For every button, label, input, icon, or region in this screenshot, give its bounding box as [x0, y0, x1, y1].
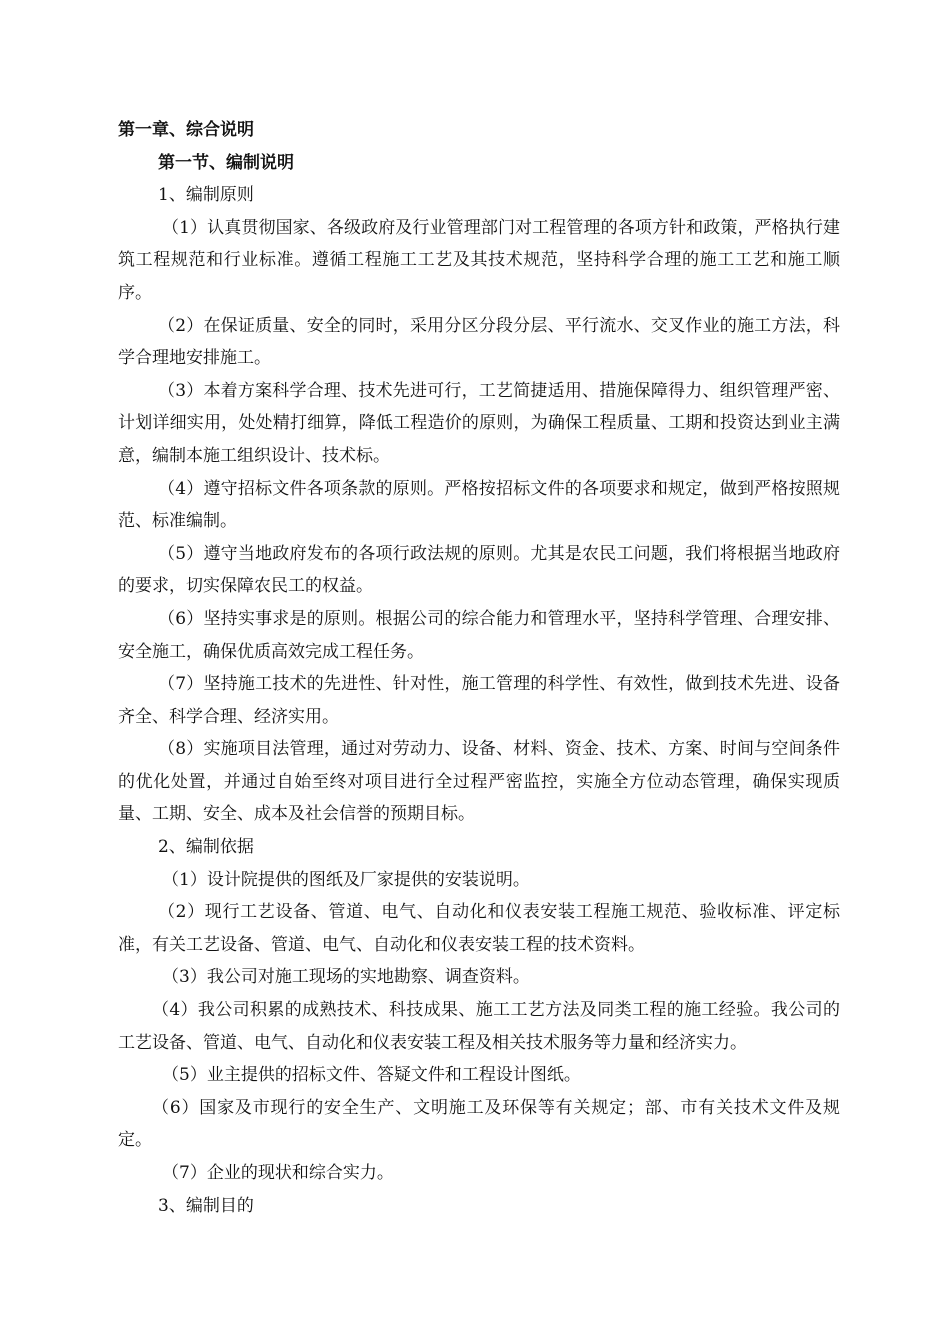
- principle-paragraph: （8）实施项目法管理，通过对劳动力、设备、材料、资金、技术、方案、时间与空间条件的优化处置，并通过自始至终对项目进行全过程严密监控，实施全方位动态管理，确保实现质量、工期、安全、成本及社会信誉的预期目标。: [118, 739, 840, 825]
- subsection-title-principles: 1、编制原则: [158, 185, 254, 206]
- basis-paragraph: （7）企业的现状和综合实力。: [162, 1163, 394, 1183]
- principle-paragraph: （2）在保证质量、安全的同时，采用分区分段分层、平行流水、交叉作业的施工方法，科学合理地安排施工。: [118, 315, 840, 369]
- principle-paragraph: （7）坚持施工技术的先进性、针对性，施工管理的科学性、有效性，做到技术先进、设备齐全、科学合理、经济实用。: [118, 674, 840, 727]
- subsection-title-basis: 2、编制依据: [158, 837, 254, 858]
- principle-paragraph: （1）认真贯彻国家、各级政府及行业管理部门对工程管理的各项方针和政策，严格执行建筑工程规范和行业标准。遵循工程施工工艺及其技术规范，坚持科学合理的施工工艺和施工顺序。: [118, 217, 840, 303]
- principle-paragraph: （5）遵守当地政府发布的各项行政法规的原则。尤其是农民工问题，我们将根据当地政府的要求，切实保障农民工的权益。: [118, 543, 840, 597]
- basis-paragraph: （5）业主提供的招标文件、答疑文件和工程设计图纸。: [162, 1065, 581, 1086]
- chapter-title: 第一章、综合说明: [118, 120, 254, 140]
- section-title: 第一节、编制说明: [158, 152, 294, 173]
- principle-paragraph: （4）遵守招标文件各项条款的原则。严格按招标文件的各项要求和规定，做到严格按照规范、标准编制。: [118, 478, 840, 532]
- principle-paragraph: （3）本着方案科学合理、技术先进可行，工艺简捷适用、措施保障得力、组织管理严密、计划详细实用，处处精打细算，降低工程造价的原则，为确保工程质量、工期和投资达到业主满意，编制本施工组织设计、技术标。: [118, 380, 840, 466]
- basis-paragraph: （4）我公司积累的成熟技术、科技成果、施工工艺方法及同类工程的施工经验。我公司的工艺设备、管道、电气、自动化和仪表安装工程及相关技术服务等力量和经济实力。: [118, 1000, 840, 1053]
- basis-paragraph: （6）国家及市现行的安全生产、文明施工及环保等有关规定；部、市有关技术文件及规定。: [118, 1097, 840, 1151]
- principle-paragraph: （6）坚持实事求是的原则。根据公司的综合能力和管理水平，坚持科学管理、合理安排、安全施工，确保优质高效完成工程任务。: [118, 608, 840, 662]
- subsection-title-purpose: 3、编制目的: [158, 1195, 254, 1216]
- basis-paragraph: （1）设计院提供的图纸及厂家提供的安装说明。: [162, 869, 530, 890]
- basis-paragraph: （3）我公司对施工现场的实地勘察、调查资料。: [162, 967, 530, 988]
- document-body: [118, 114, 840, 1222]
- basis-paragraph: （2）现行工艺设备、管道、电气、自动化和仪表安装工程施工规范、验收标准、评定标准，有关工艺设备、管道、电气、自动化和仪表安装工程的技术资料。: [118, 902, 840, 955]
